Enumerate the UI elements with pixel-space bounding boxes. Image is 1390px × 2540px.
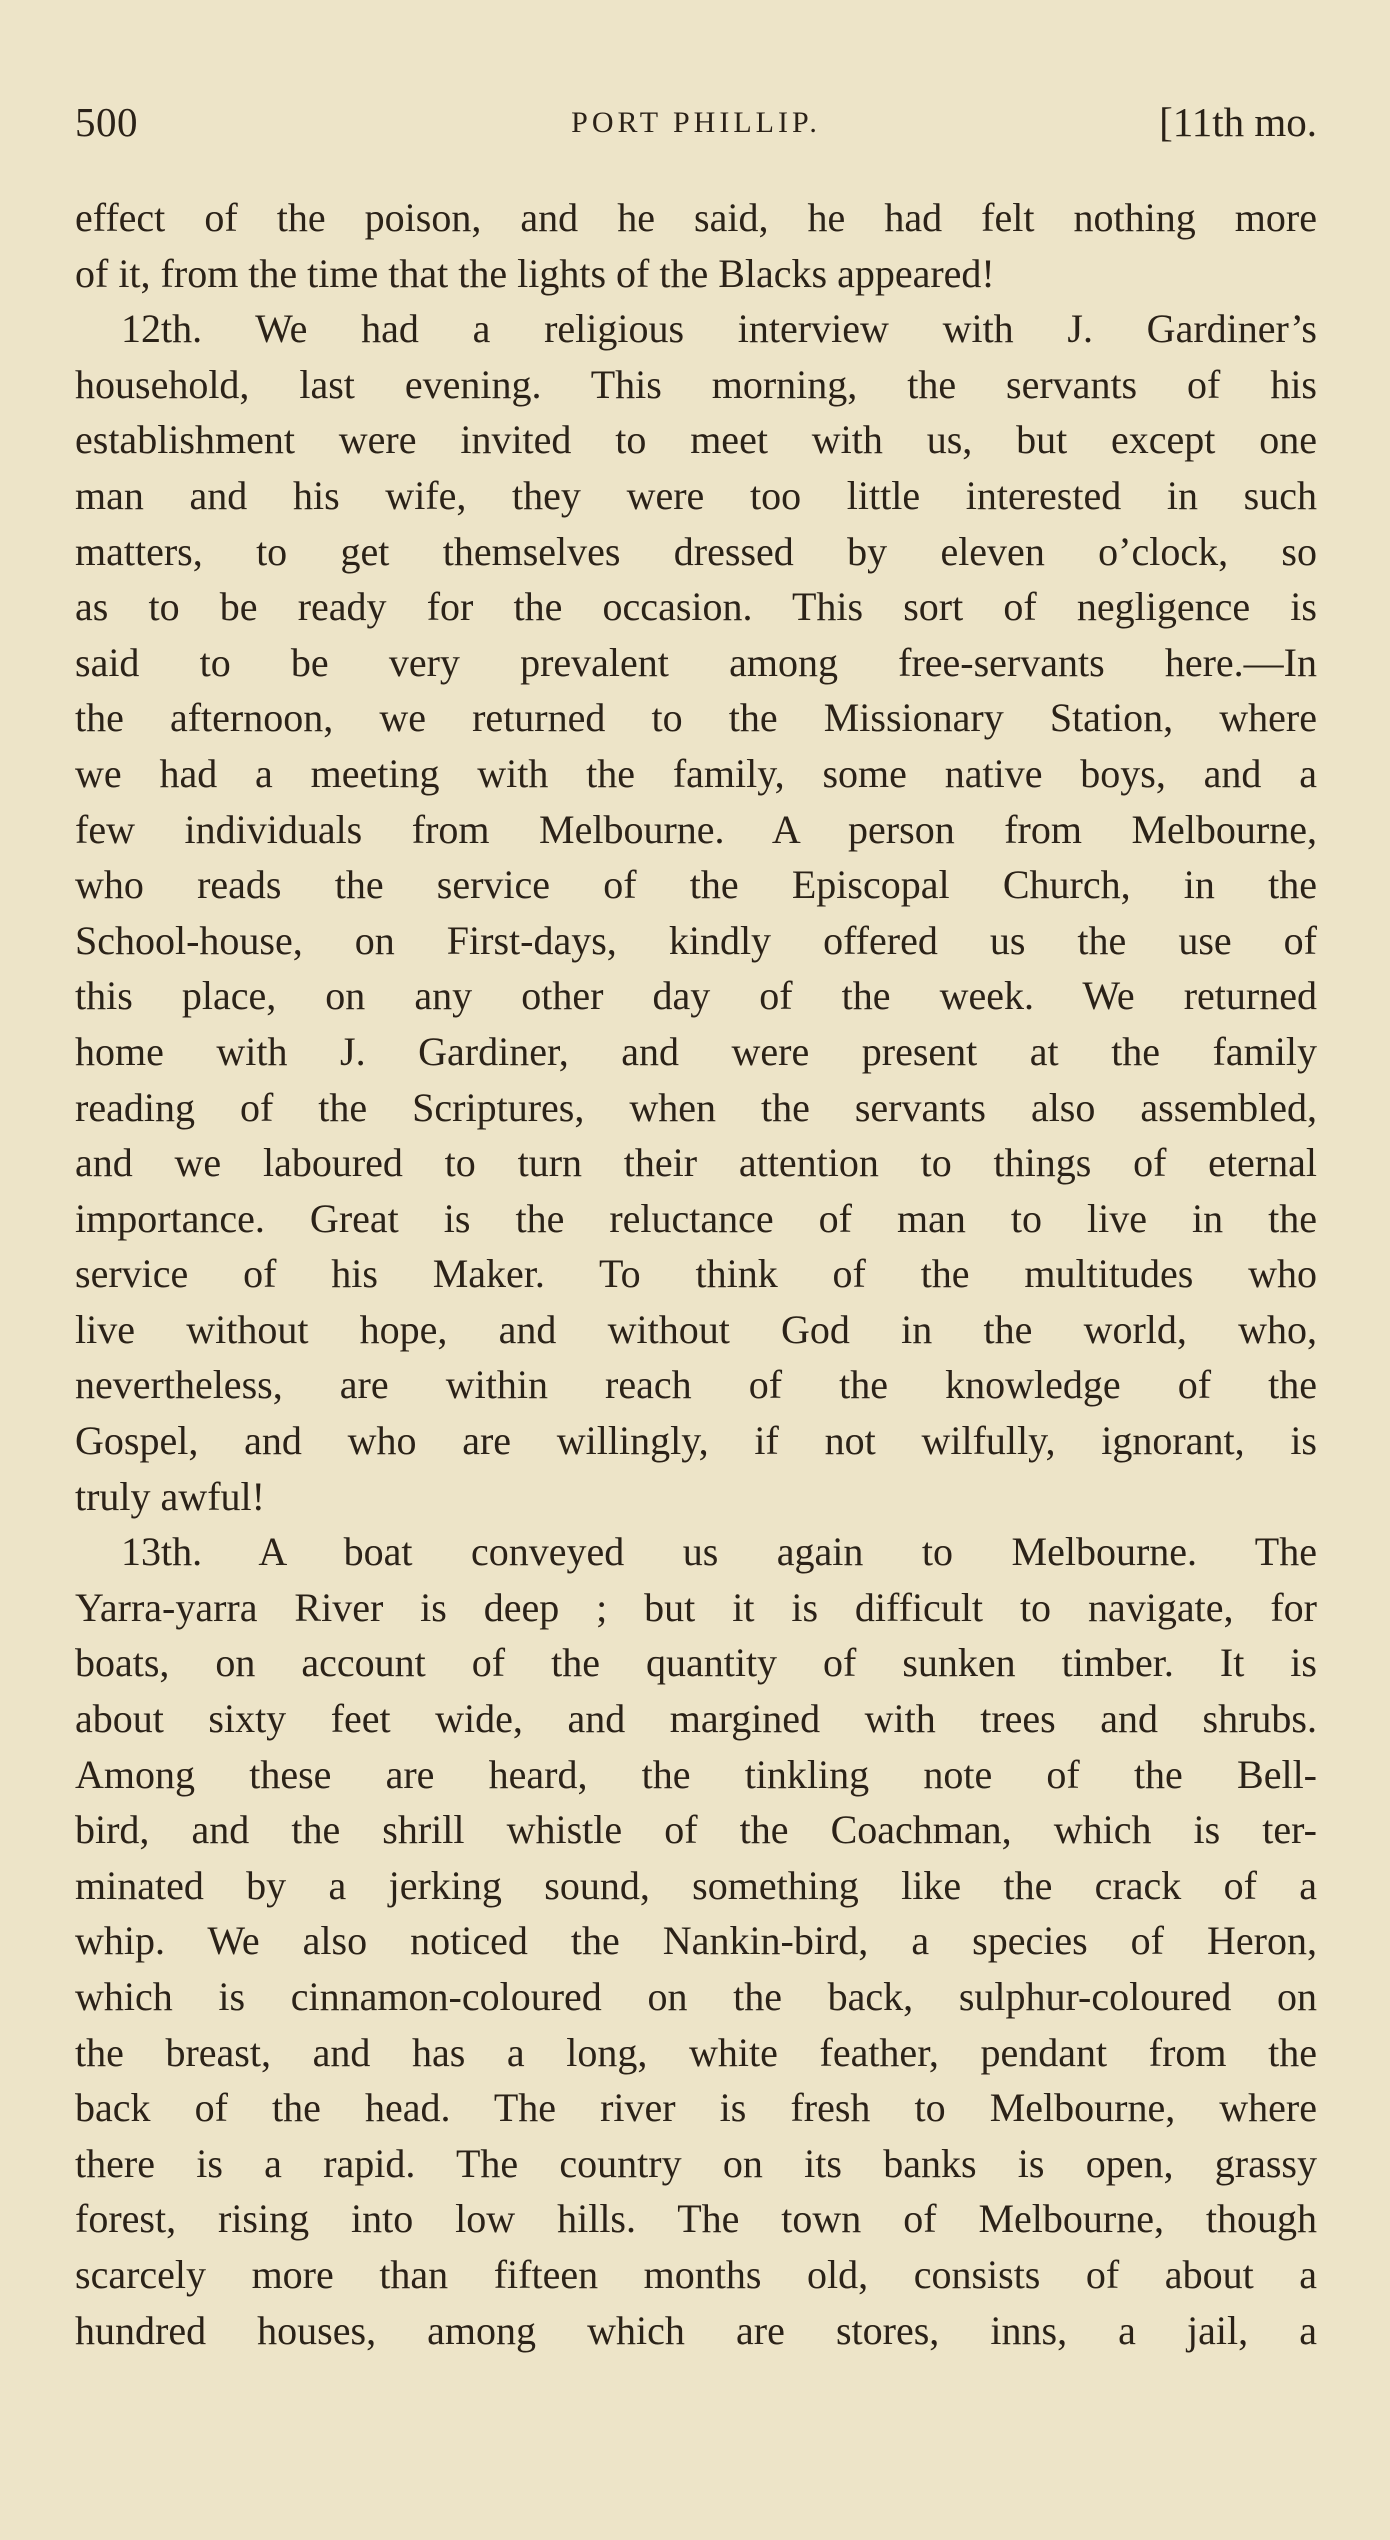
text-line: home with J. Gardiner, and were present at the family [75, 1028, 1317, 1074]
text-line: household, last evening. This morning, the servants of his [75, 361, 1317, 407]
text-line: service of his Maker. To think of the multitudes who [75, 1251, 1317, 1297]
text-line: establishment were invited to meet with us, but except one [75, 417, 1317, 463]
text-line: minated by a jerking sound, something like the crack of a [75, 1862, 1317, 1908]
text-line: the afternoon, we returned to the Missionary Station, where [75, 695, 1317, 741]
text-line: boats, on account of the quantity of sunken timber. It is [75, 1640, 1317, 1686]
text-line: said to be very prevalent among free-servants here.—In [75, 639, 1317, 685]
text-line: we had a meeting with the family, some native boys, and a [75, 750, 1317, 796]
text-line: Gospel, and who are willingly, if not wilfully, ignorant, is [75, 1418, 1317, 1464]
text-line: the breast, and has a long, white feather, pendant from the [75, 2029, 1317, 2075]
text-line: whip. We also noticed the Nankin-bird, a species of Heron, [75, 1918, 1317, 1964]
page-number: 500 [75, 99, 138, 145]
text-line: and we laboured to turn their attention to things of eternal [75, 1140, 1317, 1186]
text-line: bird, and the shrill whistle of the Coachman, which is ter- [75, 1807, 1317, 1853]
body-text [75, 190, 1317, 2358]
text-line: back of the head. The river is fresh to Melbourne, where [75, 2085, 1317, 2131]
text-line: School-house, on First-days, kindly offered us the use of [75, 917, 1317, 963]
text-line: importance. Great is the reluctance of man to live in the [75, 1195, 1317, 1241]
text-line: which is cinnamon-coloured on the back, sulphur-coloured on [75, 1974, 1317, 2019]
text-line: few individuals from Melbourne. A person from Melbourne, [75, 806, 1317, 852]
text-line: of it, from the time that the lights of the Blacks appeared! [75, 250, 995, 296]
text-line: forest, rising into low hills. The town of Melbourne, though [75, 2196, 1317, 2242]
text-line: this place, on any other day of the week. We returned [75, 973, 1317, 1019]
text-line: matters, to get themselves dressed by eleven o’clock, so [75, 528, 1317, 574]
text-line: live without hope, and without God in the world, who, [75, 1306, 1317, 1352]
paragraph-start-13th: 13th. A boat conveyed us again to Melbourne. The [121, 1529, 1317, 1575]
text-line: hundred houses, among which are stores, inns, a jail, a [75, 2307, 1317, 2353]
text-line: nevertheless, are within reach of the knowledge of the [75, 1362, 1317, 1408]
text-line: scarcely more than fifteen months old, consists of about a [75, 2251, 1317, 2297]
text-line: reading of the Scriptures, when the servants also assembled, [75, 1084, 1317, 1130]
running-header [75, 98, 1317, 158]
text-line: truly awful! [75, 1473, 265, 1519]
running-title: PORT PHILLIP. [571, 106, 821, 139]
text-line: who reads the service of the Episcopal Church, in the [75, 862, 1317, 908]
paragraph-start-12th: 12th. We had a religious interview with J. Gardiner’s [121, 306, 1317, 352]
text-line: man and his wife, they were too little interested in such [75, 472, 1317, 518]
text-line: Yarra-yarra River is deep ; but it is difficult to navigate, for [75, 1584, 1317, 1630]
text-line: effect of the poison, and he said, he had felt nothing more [75, 195, 1317, 240]
text-line: Among these are heard, the tinkling note of the Bell- [75, 1751, 1317, 1797]
text-line: there is a rapid. The country on its banks is open, grassy [75, 2140, 1317, 2186]
text-line: about sixty feet wide, and margined with trees and shrubs. [75, 1696, 1317, 1742]
text-line: as to be ready for the occasion. This sort of negligence is [75, 584, 1317, 630]
month-marker: [11th mo. [1159, 99, 1317, 145]
